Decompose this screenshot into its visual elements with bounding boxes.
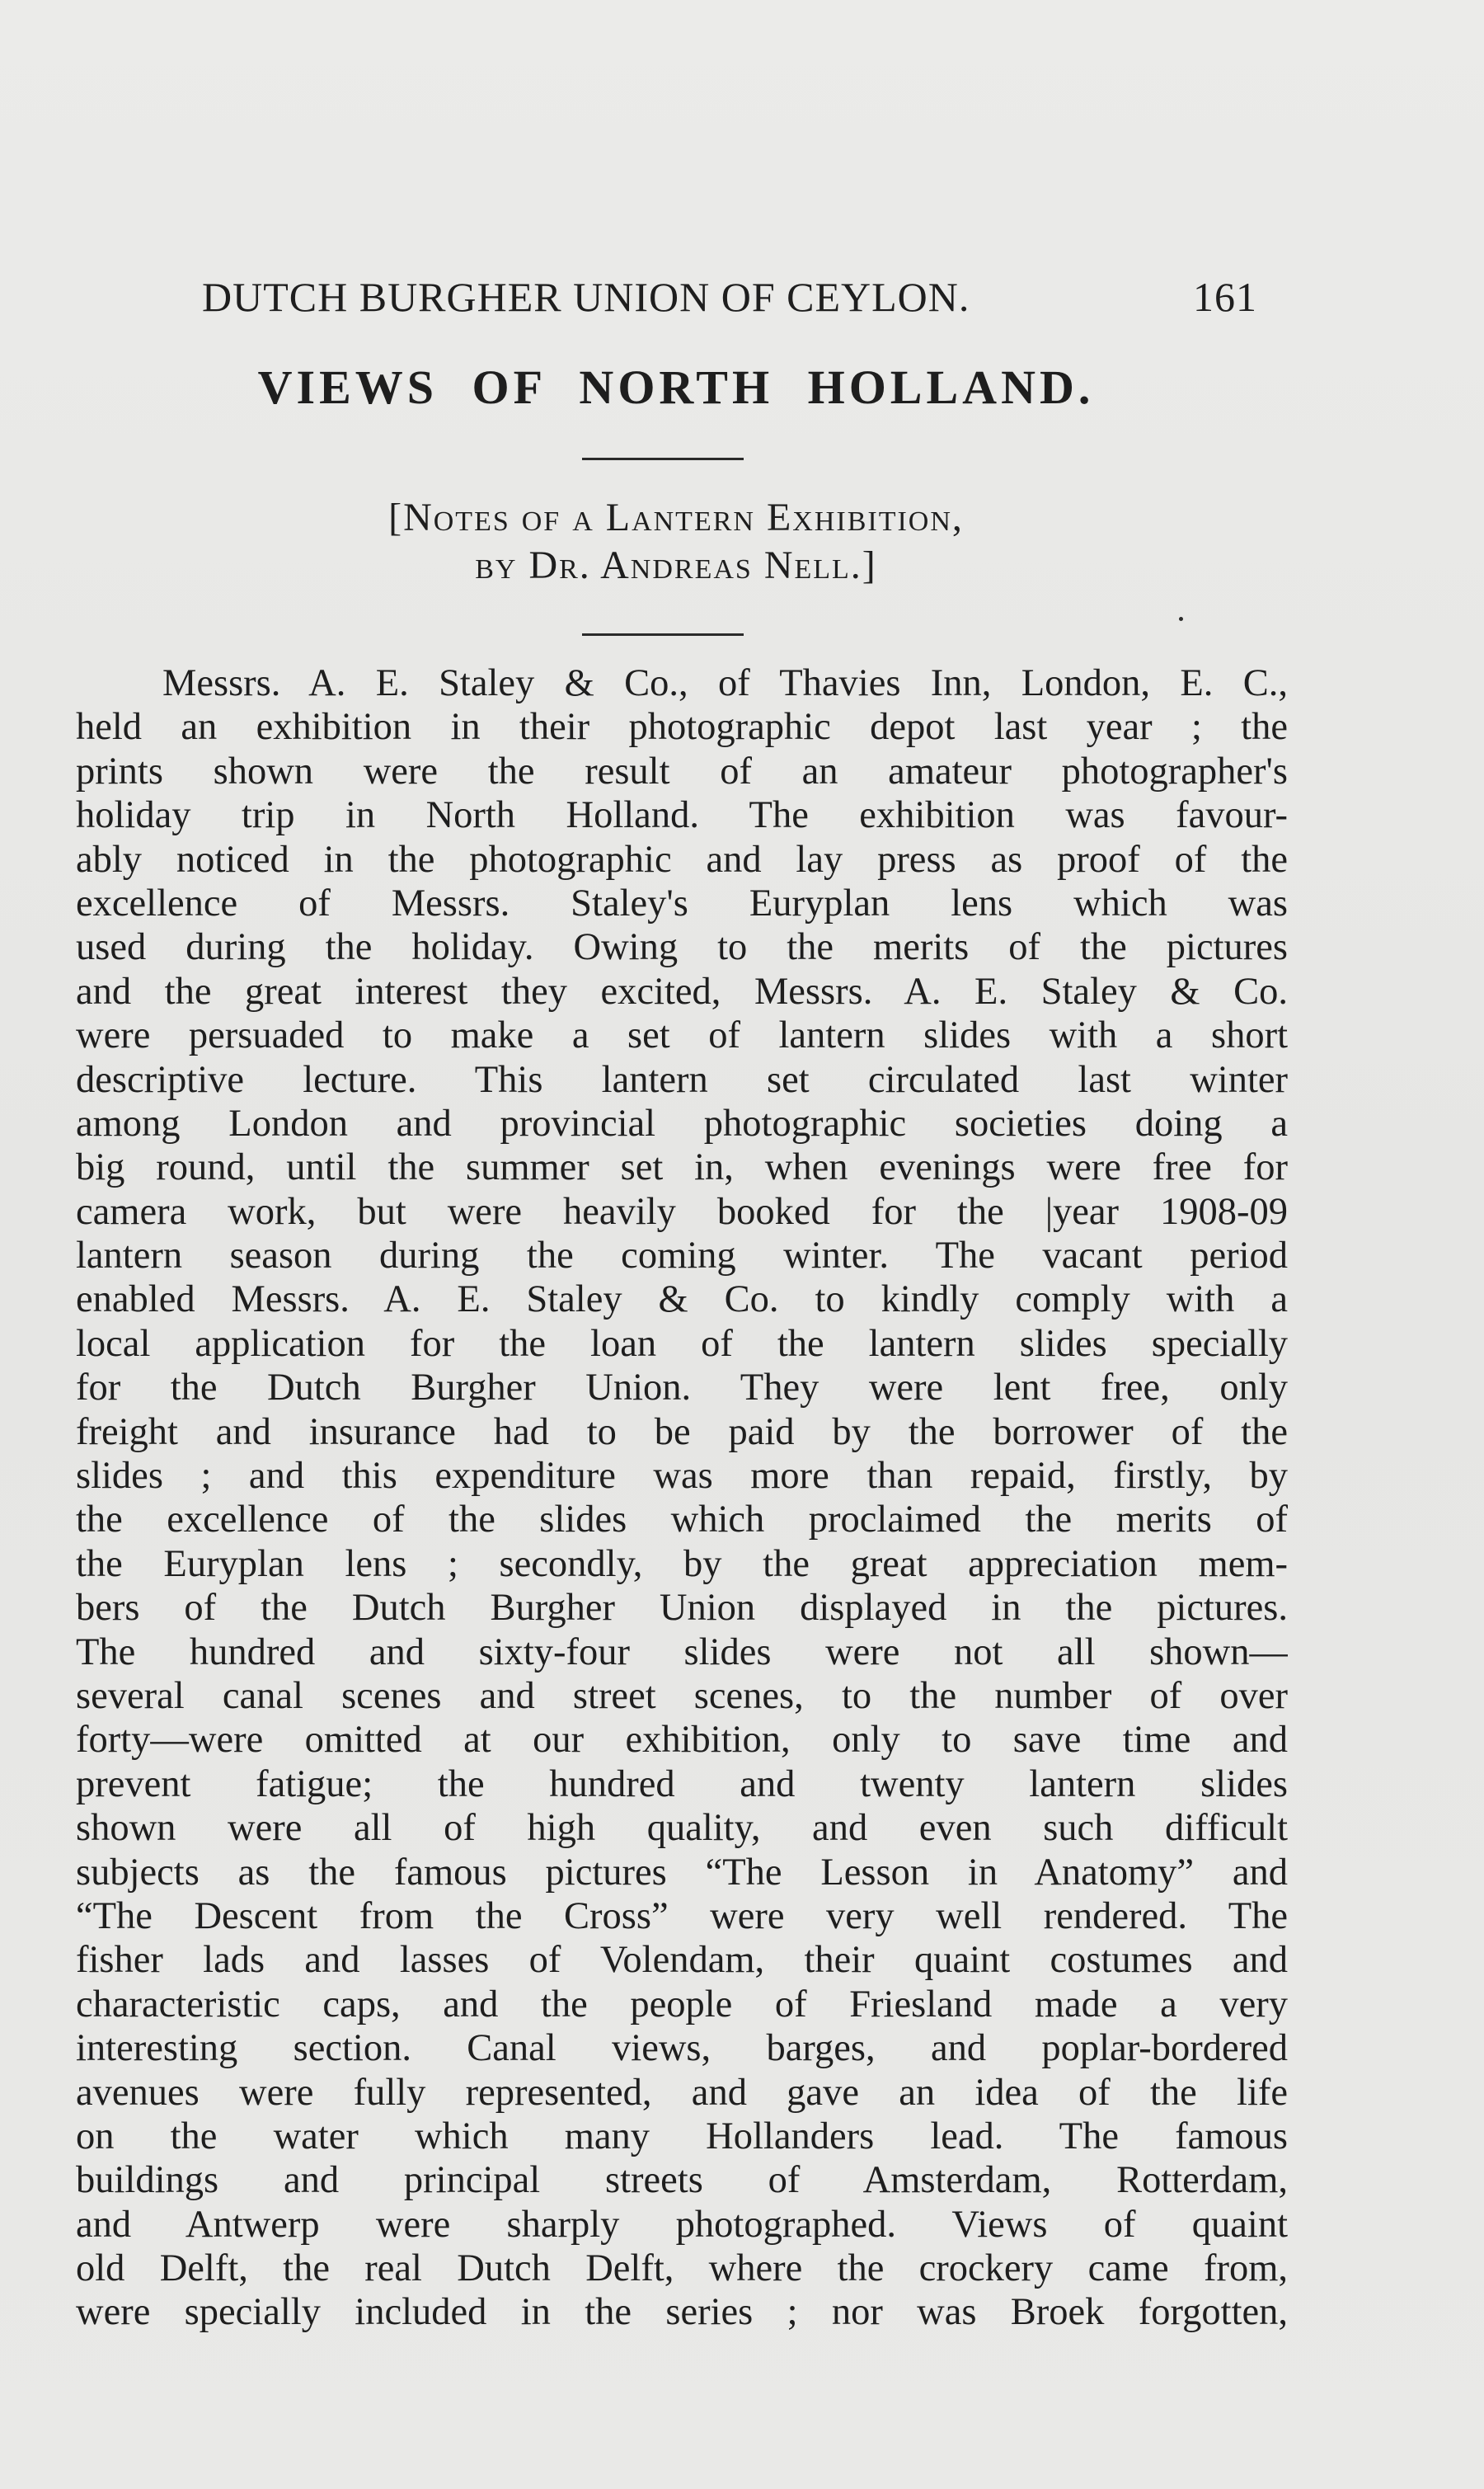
- body-line: descriptive lecture. This lantern set circulated last winter: [76, 1058, 1288, 1101]
- body-line: enabled Messrs. A. E. Staley & Co. to kindly comply with a: [76, 1278, 1288, 1321]
- body-line: forty—were omitted at our exhibition, only to save time and: [76, 1719, 1288, 1762]
- body-line: local application for the loan of the lantern slides specially: [76, 1322, 1288, 1365]
- subtitle-line-2: by Dr. Andreas Nell.]: [475, 543, 877, 587]
- body-line: avenues were fully represented, and gave an idea of the life: [76, 2071, 1288, 2114]
- body-line: the excellence of the slides which proclaimed the merits of: [76, 1499, 1288, 1541]
- body-line: characteristic caps, and the people of Friesland made a very: [76, 1983, 1288, 2026]
- body-line: holiday trip in North Holland. The exhibition was favour-: [76, 794, 1288, 837]
- body-line: prints shown were the result of an amateur photographer's: [76, 750, 1288, 793]
- body-line: Messrs. A. E. Staley & Co., of Thavies Inn, London, E. C.,: [162, 662, 1288, 704]
- article-title: VIEWS OF NORTH HOLLAND.: [257, 360, 1095, 414]
- body-line: slides ; and this expenditure was more than repaid, firstly, by: [76, 1455, 1288, 1498]
- body-line: lantern season during the coming winter. The vacant period: [76, 1235, 1288, 1277]
- body-line: prevent fatigue; the hundred and twenty lantern slides: [76, 1762, 1288, 1805]
- title-divider: [582, 458, 744, 460]
- body-line: several canal scenes and street scenes, to the number of over: [76, 1674, 1288, 1717]
- subtitle-line-1: [Notes of a Lantern Exhibition,: [388, 496, 964, 539]
- body-line: old Delft, the real Dutch Delft, where the crockery came from,: [76, 2247, 1288, 2290]
- body-line: held an exhibition in their photographic depot last year ; the: [76, 706, 1288, 749]
- page-number: 161: [1193, 274, 1257, 320]
- body-line: interesting section. Canal views, barges, and poplar-bordered: [76, 2027, 1288, 2070]
- body-line: bers of the Dutch Burgher Union displayed in the pictures.: [76, 1587, 1288, 1630]
- body-line: were persuaded to make a set of lantern slides with a short: [76, 1014, 1288, 1057]
- body-line: among London and provincial photographic societies doing a: [76, 1102, 1288, 1145]
- body-line: The hundred and sixty-four slides were not all shown—: [76, 1630, 1288, 1673]
- journal-title: DUTCH BURGHER UNION OF CEYLON.: [202, 274, 970, 320]
- body-line: shown were all of high quality, and even such difficult: [76, 1807, 1288, 1850]
- subtitle-divider: [582, 633, 744, 636]
- body-line: “The Descent from the Cross” were very well rendered. The: [76, 1894, 1288, 1937]
- body-line: fisher lads and lasses of Volendam, their quaint costumes and: [76, 1939, 1288, 1982]
- body-line: used during the holiday. Owing to the merits of the pictures: [76, 926, 1288, 969]
- body-line: for the Dutch Burgher Union. They were lent free, only: [76, 1367, 1288, 1409]
- body-line: excellence of Messrs. Staley's Euryplan lens which was: [76, 882, 1288, 925]
- body-line: and the great interest they excited, Messrs. A. E. Staley & Co.: [76, 970, 1288, 1013]
- body-line: were specially included in the series ; nor was Broek forgotten,: [76, 2291, 1288, 2334]
- stray-dot-mark: [1179, 617, 1183, 621]
- body-line: freight and insurance had to be paid by the borrower of the: [76, 1410, 1288, 1453]
- body-line: buildings and principal streets of Amsterdam, Rotterdam,: [76, 2159, 1288, 2202]
- article-body: [76, 661, 1288, 2335]
- body-line: ably noticed in the photographic and lay press as proof of the: [76, 838, 1288, 881]
- body-line: on the water which many Hollanders lead. The famous: [76, 2115, 1288, 2157]
- body-line: subjects as the famous pictures “The Lesson in Anatomy” and: [76, 1851, 1288, 1894]
- body-line: big round, until the summer set in, when evenings were free for: [76, 1146, 1288, 1189]
- body-line: camera work, but were heavily booked for the |year 1908-09: [76, 1190, 1288, 1233]
- body-line: the Euryplan lens ; secondly, by the great appreciation mem-: [76, 1542, 1288, 1585]
- body-line: and Antwerp were sharply photographed. Views of quaint: [76, 2203, 1288, 2246]
